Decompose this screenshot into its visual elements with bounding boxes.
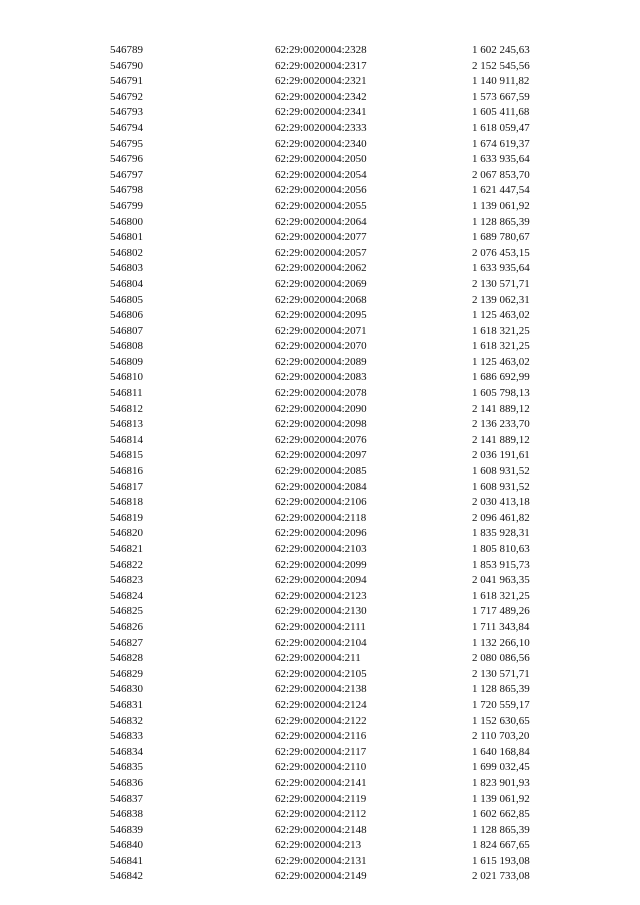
table-row	[0, 448, 640, 464]
cadastral-number: 62:29:0020004:2321	[275, 75, 367, 88]
cadastral-value: 1 132 266,10	[472, 636, 530, 649]
cadastral-value: 2 067 853,70	[472, 168, 530, 181]
row-number: 546789	[110, 44, 143, 56]
cadastral-value: 1 689 780,67	[472, 231, 530, 244]
cadastral-value: 2 096 461,82	[472, 511, 530, 524]
table-row	[0, 636, 640, 652]
cadastral-value: 1 608 931,52	[472, 465, 530, 478]
cadastral-value: 2 080 086,56	[472, 652, 530, 665]
cadastral-value: 2 152 545,56	[472, 59, 530, 72]
row-number: 546823	[110, 574, 143, 587]
cadastral-number: 62:29:0020004:2110	[275, 761, 367, 774]
row-number: 546816	[110, 465, 143, 478]
table-row	[0, 776, 640, 792]
table-row	[0, 137, 640, 153]
cadastral-value: 1 125 463,02	[472, 355, 530, 368]
table-row	[0, 308, 640, 324]
cadastral-number: 62:29:0020004:2085	[275, 465, 367, 478]
cadastral-number: 62:29:0020004:2148	[275, 823, 367, 836]
table-row	[0, 495, 640, 511]
table-row	[0, 823, 640, 839]
table-row	[0, 90, 640, 106]
table-row	[0, 230, 640, 246]
cadastral-value: 1 835 928,31	[472, 527, 530, 540]
table-row	[0, 589, 640, 605]
cadastral-number: 62:29:0020004:2116	[275, 730, 367, 743]
cadastral-number: 62:29:0020004:2089	[275, 355, 367, 368]
row-number: 546821	[110, 543, 143, 555]
row-number: 546829	[110, 667, 143, 680]
row-number: 546807	[110, 324, 143, 337]
cadastral-value: 1 633 935,64	[472, 153, 530, 166]
row-number: 546837	[110, 792, 143, 805]
table-row	[0, 43, 640, 59]
table-row	[0, 714, 640, 730]
table-row	[0, 682, 640, 698]
cadastral-number: 62:29:0020004:2328	[275, 44, 367, 56]
cadastral-value: 1 128 865,39	[472, 215, 530, 228]
table-row	[0, 74, 640, 90]
table-row	[0, 183, 640, 199]
cadastral-value: 2 141 889,12	[472, 433, 530, 446]
cadastral-value: 1 128 865,39	[472, 823, 530, 836]
table-row	[0, 293, 640, 309]
cadastral-value: 1 125 463,02	[472, 309, 530, 322]
cadastral-number: 62:29:0020004:2094	[275, 574, 367, 587]
cadastral-number: 62:29:0020004:2090	[275, 402, 367, 415]
cadastral-number: 62:29:0020004:2095	[275, 309, 367, 322]
row-number: 546824	[110, 589, 143, 602]
table-row	[0, 792, 640, 808]
cadastral-number: 62:29:0020004:2104	[275, 636, 367, 649]
cadastral-number: 62:29:0020004:2096	[275, 527, 367, 540]
table-row	[0, 168, 640, 184]
cadastral-number: 62:29:0020004:2054	[275, 168, 367, 181]
table-row	[0, 433, 640, 449]
cadastral-number: 62:29:0020004:2055	[275, 199, 367, 212]
row-number: 546814	[110, 433, 143, 446]
cadastral-number: 62:29:0020004:2098	[275, 418, 367, 431]
row-number: 546794	[110, 121, 143, 134]
table-row	[0, 745, 640, 761]
cadastral-number: 62:29:0020004:2333	[275, 121, 367, 134]
cadastral-number: 62:29:0020004:2117	[275, 745, 367, 758]
row-number: 546822	[110, 558, 143, 571]
cadastral-number: 62:29:0020004:2341	[275, 106, 367, 119]
table-row	[0, 854, 640, 870]
table-row	[0, 604, 640, 620]
row-number: 546802	[110, 246, 143, 259]
row-number: 546842	[110, 870, 143, 883]
row-number: 546809	[110, 355, 143, 368]
row-number: 546815	[110, 449, 143, 462]
table-row	[0, 402, 640, 418]
cadastral-value: 1 605 411,68	[472, 106, 530, 119]
cadastral-value: 1 618 321,25	[472, 340, 530, 353]
cadastral-value: 1 621 447,54	[472, 184, 530, 197]
cadastral-value: 2 021 733,08	[472, 870, 530, 883]
cadastral-number: 62:29:0020004:2123	[275, 589, 367, 602]
row-number: 546834	[110, 745, 143, 758]
table-row	[0, 667, 640, 683]
cadastral-number: 62:29:0020004:213	[275, 839, 362, 852]
cadastral-value: 1 824 667,65	[472, 839, 530, 852]
row-number: 546799	[110, 199, 143, 212]
cadastral-value: 2 139 062,31	[472, 293, 530, 306]
cadastral-value: 1 717 489,26	[472, 605, 530, 618]
cadastral-value: 1 573 667,59	[472, 90, 530, 103]
cadastral-value: 2 141 889,12	[472, 402, 530, 415]
row-number: 546793	[110, 106, 143, 119]
cadastral-value: 2 130 571,71	[472, 277, 530, 290]
cadastral-value: 2 076 453,15	[472, 246, 530, 259]
cadastral-number: 62:29:0020004:2069	[275, 277, 367, 290]
table-row	[0, 511, 640, 527]
table-row	[0, 215, 640, 231]
row-number: 546791	[110, 75, 143, 88]
cadastral-number: 62:29:0020004:2118	[275, 511, 367, 524]
row-number: 546828	[110, 652, 143, 665]
cadastral-number: 62:29:0020004:2056	[275, 184, 367, 197]
cadastral-value: 1 140 911,82	[472, 75, 530, 88]
table-row	[0, 526, 640, 542]
cadastral-number: 62:29:0020004:2124	[275, 698, 367, 711]
cadastral-number: 62:29:0020004:2130	[275, 605, 367, 618]
table-row	[0, 324, 640, 340]
table-row	[0, 698, 640, 714]
row-number: 546820	[110, 527, 143, 540]
row-number: 546830	[110, 683, 143, 696]
cadastral-value: 1 805 810,63	[472, 543, 530, 555]
cadastral-value: 2 110 703,20	[472, 730, 530, 743]
table-row	[0, 152, 640, 168]
row-number: 546806	[110, 309, 143, 322]
table-row	[0, 838, 640, 854]
row-number: 546827	[110, 636, 143, 649]
table-row	[0, 558, 640, 574]
cadastral-value: 1 711 343,84	[472, 620, 530, 633]
table-row	[0, 760, 640, 776]
row-number: 546839	[110, 823, 143, 836]
cadastral-number: 62:29:0020004:2078	[275, 387, 367, 400]
table-row	[0, 261, 640, 277]
table-row	[0, 105, 640, 121]
cadastral-value: 2 130 571,71	[472, 667, 530, 680]
cadastral-number: 62:29:0020004:2342	[275, 90, 367, 103]
table-row	[0, 246, 640, 262]
row-number: 546796	[110, 153, 143, 166]
row-number: 546804	[110, 277, 143, 290]
cadastral-number: 62:29:0020004:2119	[275, 792, 367, 805]
row-number: 546812	[110, 402, 143, 415]
cadastral-number: 62:29:0020004:2057	[275, 246, 367, 259]
cadastral-number: 62:29:0020004:2317	[275, 59, 367, 72]
row-number: 546831	[110, 698, 143, 711]
row-number: 546840	[110, 839, 143, 852]
table-row	[0, 464, 640, 480]
cadastral-number: 62:29:0020004:2149	[275, 870, 367, 883]
cadastral-value: 1 720 559,17	[472, 698, 530, 711]
cadastral-value: 1 618 321,25	[472, 324, 530, 337]
cadastral-number: 62:29:0020004:211	[275, 652, 361, 665]
cadastral-value: 1 633 935,64	[472, 262, 530, 275]
cadastral-number: 62:29:0020004:2141	[275, 776, 367, 789]
cadastral-value: 1 640 168,84	[472, 745, 530, 758]
row-number: 546805	[110, 293, 143, 306]
row-number: 546836	[110, 776, 143, 789]
cadastral-number: 62:29:0020004:2105	[275, 667, 367, 680]
cadastral-number: 62:29:0020004:2076	[275, 433, 367, 446]
cadastral-number: 62:29:0020004:2138	[275, 683, 367, 696]
cadastral-number: 62:29:0020004:2084	[275, 480, 367, 493]
table-row	[0, 355, 640, 371]
cadastral-value: 1 699 032,45	[472, 761, 530, 774]
table-row	[0, 651, 640, 667]
cadastral-value: 1 139 061,92	[472, 199, 530, 212]
cadastral-number: 62:29:0020004:2070	[275, 340, 367, 353]
table-row	[0, 729, 640, 745]
cadastral-value: 1 618 059,47	[472, 121, 530, 134]
cadastral-value: 1 674 619,37	[472, 137, 530, 150]
row-number: 546835	[110, 761, 143, 774]
row-number: 546790	[110, 59, 143, 72]
cadastral-value: 1 615 193,08	[472, 854, 530, 867]
data-table	[0, 43, 640, 885]
cadastral-number: 62:29:0020004:2083	[275, 371, 367, 384]
row-number: 546798	[110, 184, 143, 197]
row-number: 546795	[110, 137, 143, 150]
cadastral-number: 62:29:0020004:2062	[275, 262, 367, 275]
table-row	[0, 199, 640, 215]
row-number: 546803	[110, 262, 143, 275]
cadastral-number: 62:29:0020004:2103	[275, 543, 367, 555]
cadastral-value: 1 823 901,93	[472, 776, 530, 789]
table-row	[0, 59, 640, 75]
row-number: 546811	[110, 387, 143, 400]
cadastral-number: 62:29:0020004:2111	[275, 620, 366, 633]
row-number: 546832	[110, 714, 143, 727]
row-number: 546817	[110, 480, 143, 493]
row-number: 546813	[110, 418, 143, 431]
cadastral-number: 62:29:0020004:2131	[275, 854, 367, 867]
cadastral-value: 1 686 692,99	[472, 371, 530, 384]
table-row	[0, 417, 640, 433]
cadastral-number: 62:29:0020004:2068	[275, 293, 367, 306]
table-row	[0, 121, 640, 137]
table-row	[0, 542, 640, 558]
table-row	[0, 620, 640, 636]
cadastral-number: 62:29:0020004:2050	[275, 153, 367, 166]
table-row	[0, 370, 640, 386]
cadastral-number: 62:29:0020004:2112	[275, 808, 367, 821]
row-number: 546810	[110, 371, 143, 384]
cadastral-number: 62:29:0020004:2122	[275, 714, 367, 727]
table-row	[0, 480, 640, 496]
cadastral-value: 1 152 630,65	[472, 714, 530, 727]
cadastral-value: 1 128 865,39	[472, 683, 530, 696]
row-number: 546792	[110, 90, 143, 103]
cadastral-number: 62:29:0020004:2097	[275, 449, 367, 462]
cadastral-number: 62:29:0020004:2071	[275, 324, 367, 337]
cadastral-number: 62:29:0020004:2106	[275, 496, 367, 509]
row-number: 546800	[110, 215, 143, 228]
cadastral-value: 2 036 191,61	[472, 449, 530, 462]
row-number: 546801	[110, 231, 143, 244]
table-row	[0, 277, 640, 293]
cadastral-number: 62:29:0020004:2099	[275, 558, 367, 571]
cadastral-value: 1 139 061,92	[472, 792, 530, 805]
cadastral-value: 1 605 798,13	[472, 387, 530, 400]
row-number: 546841	[110, 854, 143, 867]
row-number: 546838	[110, 808, 143, 821]
row-number: 546826	[110, 620, 143, 633]
cadastral-number: 62:29:0020004:2340	[275, 137, 367, 150]
table-row	[0, 386, 640, 402]
row-number: 546825	[110, 605, 143, 618]
cadastral-value: 1 618 321,25	[472, 589, 530, 602]
row-number: 546818	[110, 496, 143, 509]
cadastral-value: 1 608 931,52	[472, 480, 530, 493]
table-row	[0, 869, 640, 885]
cadastral-number: 62:29:0020004:2064	[275, 215, 367, 228]
cadastral-value: 2 030 413,18	[472, 496, 530, 509]
cadastral-value: 1 602 245,63	[472, 44, 530, 56]
row-number: 546819	[110, 511, 143, 524]
row-number: 546808	[110, 340, 143, 353]
cadastral-value: 1 602 662,85	[472, 808, 530, 821]
row-number: 546797	[110, 168, 143, 181]
table-row	[0, 339, 640, 355]
cadastral-number: 62:29:0020004:2077	[275, 231, 367, 244]
cadastral-value: 2 136 233,70	[472, 418, 530, 431]
table-row	[0, 807, 640, 823]
cadastral-value: 1 853 915,73	[472, 558, 530, 571]
table-row	[0, 573, 640, 589]
row-number: 546833	[110, 730, 143, 743]
cadastral-value: 2 041 963,35	[472, 574, 530, 587]
